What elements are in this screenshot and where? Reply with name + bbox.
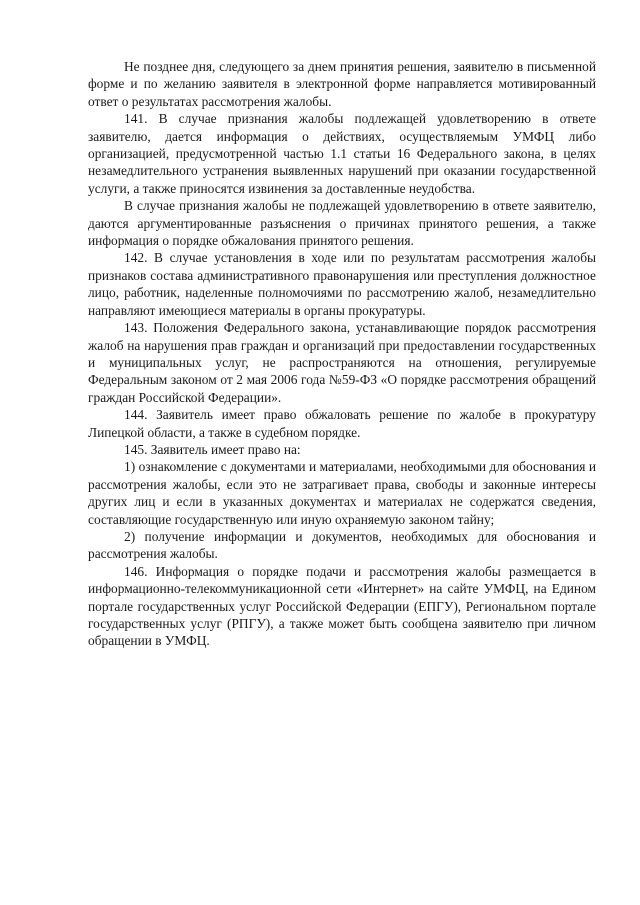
paragraph-144: 144. Заявитель имеет право обжаловать решение по жалобе в прокуратуру Липецкой области, а также в судебном порядке. [88,407,596,440]
paragraph-response-notice: Не позднее дня, следующего за днем принятия решения, заявителю в письменной форме и по желанию заявителя в электронной форме направляется мотивированный ответ о результатах рассмотрения жалобы. [88,59,596,109]
paragraph-145-item-2: 2) получение информации и документов, необходимых для обоснования и рассмотрения жалобы. [88,528,596,562]
paragraph-145: 145. Заявитель имеет право на: [124,441,301,457]
paragraph-142: 142. В случае установления в ходе или по результатам рассмотрения жалобы признаков состава административного правонарушения или преступления должностное лицо, работник, наделенные полномочиями по рассмотрению жалоб, незамедлительно направляют имеющиеся материалы в органы прокуратуры. [88,250,596,318]
document-page [88,58,596,650]
paragraph-146: 146. Информация о порядке подачи и рассмотрения жалобы размещается в информационно-телекоммуникационной сети «Интернет» на сайте УМФЦ, на Едином портале государственных услуг Российской Федерации (ЕПГУ), Региональном портале государственных услуг (РПГУ), а также может быть сообщена заявителю при личном обращении в УМФЦ. [88,563,596,649]
paragraph-145-item-1: 1) ознакомление с документами и материалами, необходимыми для обоснования и рассмотрения жалобы, если это не затрагивает права, свободы и законные интересы других лиц и если в указанных документах и материалах не содержатся сведения, составляющие государственную или иную охраняемую законом тайну; [88,459,596,527]
paragraph-141: 141. В случае признания жалобы подлежащей удовлетворению в ответе заявителю, дается информация о действиях, осуществляемым УМФЦ либо организацией, предусмотренной частью 1.1 статьи 16 Федерального закона, в целях незамедлительного устранения выявленных нарушений при оказании государственной услуги, а также приносятся извинения за доставленные неудобства. [88,111,596,196]
paragraph-rejection: В случае признания жалобы не подлежащей удовлетворению в ответе заявителю, даются аргументированные разъяснения о причинах принятого решения, а также информация о порядке обжалования принятого решения. [88,198,596,249]
paragraph-143: 143. Положения Федерального закона, устанавливающие порядок рассмотрения жалоб на нарушения прав граждан и организаций при предоставлении государственных и муниципальных услуг, не распространяются на отношения, регулируемые Федеральным законом от 2 мая 2006 года №59-ФЗ «О порядке рассмотрения обращений граждан Российской Федерации». [88,320,596,405]
